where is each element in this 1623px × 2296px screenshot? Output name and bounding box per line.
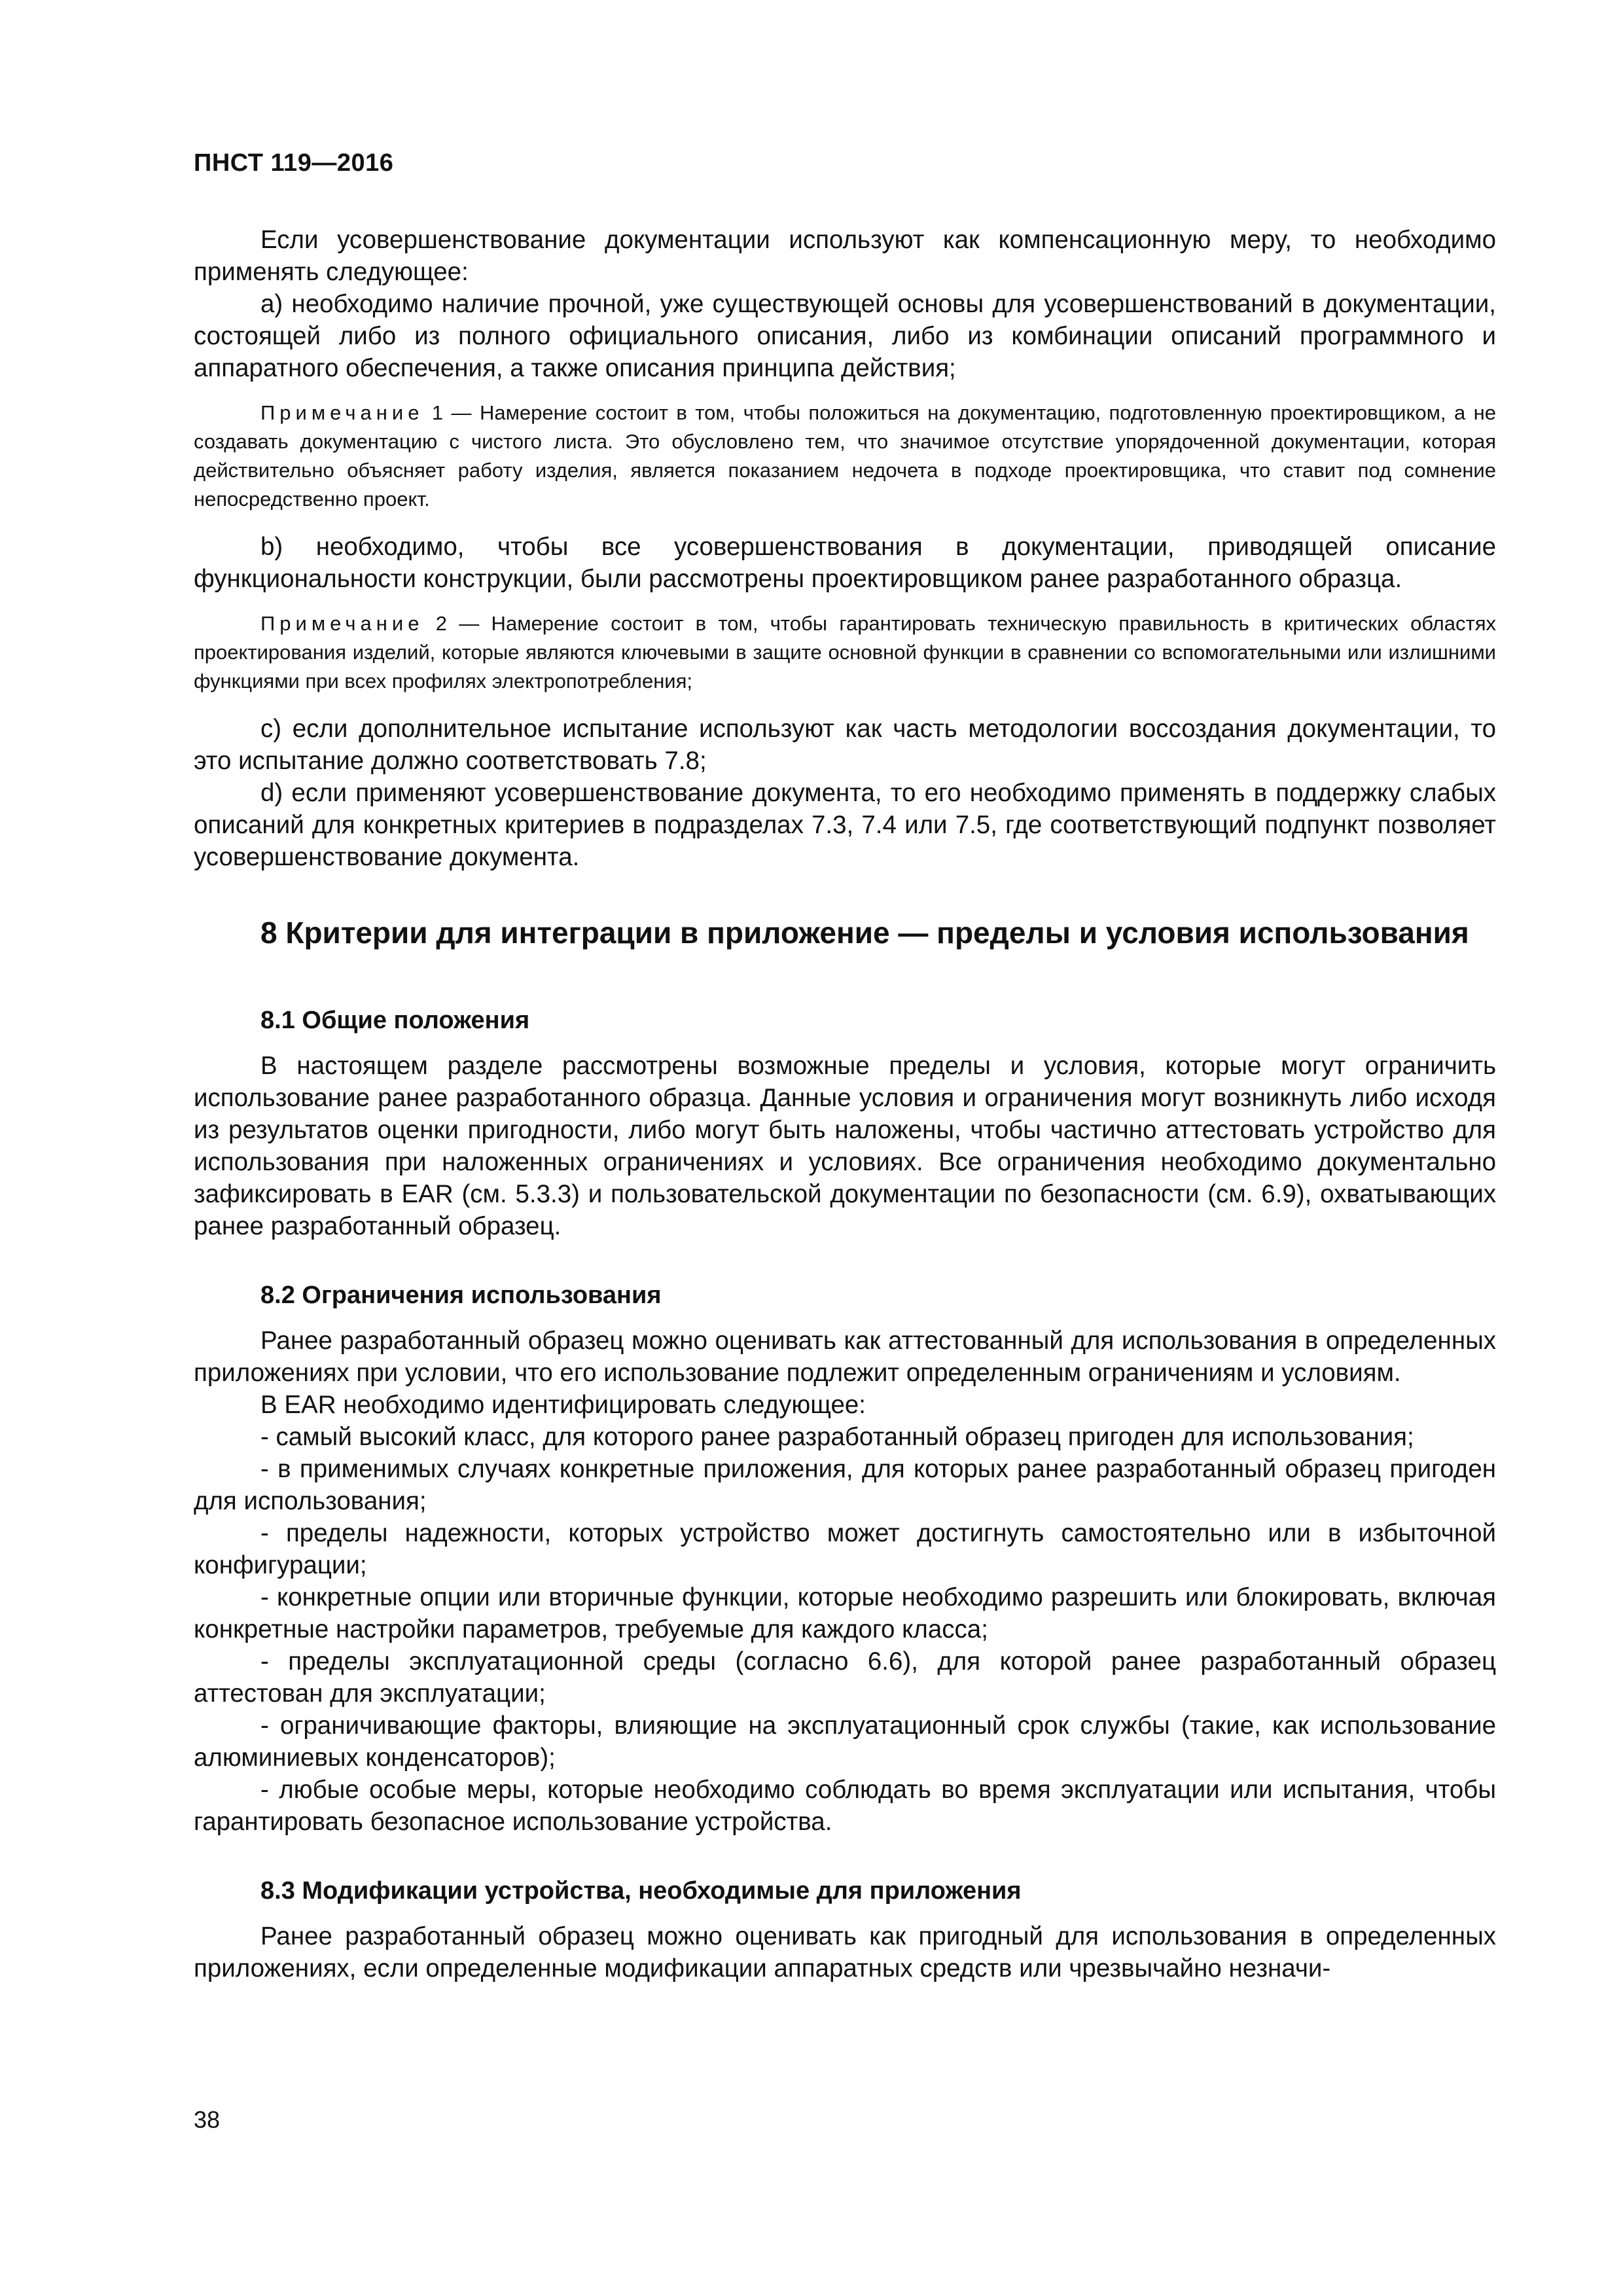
section-8-2-list-item: - любые особые меры, которые необходимо соблюдать во время эксплуатации или испытания, чтобы гарантировать безопасное использование устройства. xyxy=(194,1776,1496,1836)
section-8-2-ear-intro: В EAR необходимо идентифицировать следующее: xyxy=(260,1391,866,1419)
page-number: 38 xyxy=(194,2106,221,2133)
note-2-label: Примечание xyxy=(260,612,424,635)
section-8-heading: 8 Критерии для интеграции в приложение — пределы и условия использования xyxy=(260,916,1469,950)
note-2 xyxy=(194,609,1496,696)
list-item-b: b) необходимо, чтобы все усовершенствования в документации, приводящей описание функциональности конструкции, были рассмотрены проектировщиком ранее разработанного образца. xyxy=(194,533,1496,593)
note-1 xyxy=(194,399,1496,514)
section-8-2-heading: 8.2 Ограничения использования xyxy=(260,1282,662,1309)
section-8-2-list-item: - конкретные опции или вторичные функции, которые необходимо разрешить или блокировать, включая конкретные настройки параметров, требуемые для каждого класса; xyxy=(194,1583,1496,1643)
note-1-text: 1 — Намерение состоит в том, чтобы положиться на документацию, подготовленную проектировщиком, а не создавать документацию с чистого листа. Это обусловлено тем, что значимое отсутствие упорядоченной документации, которая действительно объясняет работу изделия, является показанием недочета в подходе проектировщика, что ставит под сомнение непосредственно проект. xyxy=(194,401,1496,511)
list-item-a: а) необходимо наличие прочной, уже существующей основы для усовершенствований в документации, состоящей либо из полного официального описания, либо из комбинации описаний программного и аппаратного обеспечения, а также описания принципа действия; xyxy=(194,290,1496,382)
note-1-label: Примечание xyxy=(260,401,424,424)
section-8-2-paragraph: Ранее разработанный образец можно оценивать как аттестованный для использования в определенных приложениях при условии, что его использование подлежит определенным ограничениям и условиям. xyxy=(194,1327,1496,1387)
section-8-2-list-item: - пределы эксплуатационной среды (согласно 6.6), для которой ранее разработанный образец аттестован для эксплуатации; xyxy=(194,1647,1496,1708)
document-id-header: ПНСТ 119—2016 xyxy=(194,149,394,177)
list-item-d: d) если применяют усовершенствование документа, то его необходимо применять в поддержку слабых описаний для конкретных критериев в подразделах 7.3, 7.4 или 7.5, где соответствующий подпункт позволяет усовершенствование документа. xyxy=(194,779,1496,871)
section-8-3-heading: 8.3 Модификации устройства, необходимые для приложения xyxy=(260,1877,1022,1905)
section-8-2-list-item: - в применимых случаях конкретные приложения, для которых ранее разработанный образец пригоден для использования; xyxy=(194,1455,1496,1515)
section-8-1-heading: 8.1 Общие положения xyxy=(260,1007,530,1034)
list-item-c: c) если дополнительное испытание используют как часть методологии воссоздания документации, то это испытание должно соответствовать 7.8; xyxy=(194,715,1496,775)
paragraph-intro: Если усовершенствование документации используют как компенсационную меру, то необходимо применять следующее: xyxy=(194,226,1496,286)
section-8-2-list-item: - самый высокий класс, для которого ранее разработанный образец пригоден для использования; xyxy=(260,1423,1414,1451)
page-content xyxy=(194,224,1496,1984)
section-8-1-paragraph: В настоящем разделе рассмотрены возможные пределы и условия, которые могут ограничить использование ранее разработанного образца. Данные условия и ограничения могут возникнуть либо исходя из результатов оценки пригодности, либо могут быть наложены, чтобы частично аттестовать устройство для использования при наложенных ограничениях и условиях. Все ограничения необходимо документально зафиксировать в EAR (см. 5.3.3) и пользовательской документации по безопасности (см. 6.9), охватывающих ранее разработанный образец. xyxy=(194,1052,1496,1240)
section-8-2-list-item: - ограничивающие факторы, влияющие на эксплуатационный срок службы (такие, как использование алюминиевых конденсаторов); xyxy=(194,1712,1496,1772)
section-8-3-paragraph: Ранее разработанный образец можно оценивать как пригодный для использования в определенных приложениях, если определенные модификации аппаратных средств или чрезвычайно незначи- xyxy=(194,1922,1496,1982)
section-8-2-list-item: - пределы надежности, которых устройство может достигнуть самостоятельно или в избыточной конфигурации; xyxy=(194,1519,1496,1579)
note-2-text: 2 — Намерение состоит в том, чтобы гарантировать техническую правильность в критических областях проектирования изделий, которые являются ключевыми в защите основной функции в сравнении со вспомогательными или излишними функциями при всех профилях электропотребления; xyxy=(194,612,1496,692)
